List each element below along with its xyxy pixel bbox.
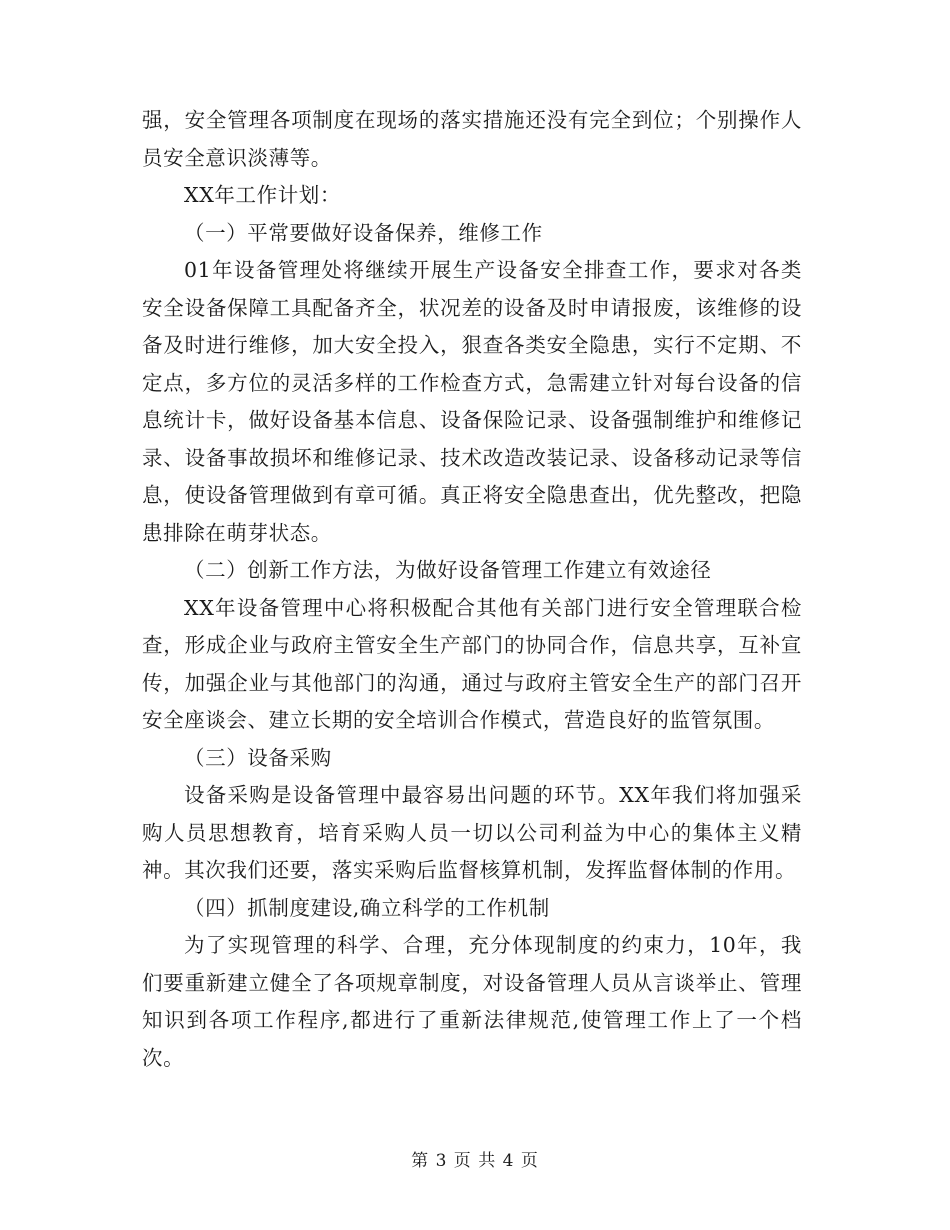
document-page xyxy=(142,102,802,1077)
section-body-4: 为了实现管理的科学、合理，充分体现制度的约束力，10年，我们要重新建立健全了各项规章制度，对设备管理人员从言谈举止、管理知识到各项工作程序,都进行了重新法律规范,使管理工作上了一个档次。 xyxy=(142,933,802,1070)
section-body-2: XX年设备管理中心将积极配合其他有关部门进行安全管理联合检查，形成企业与政府主管安全生产部门的协同合作，信息共享，互补宣传，加强企业与其他部门的沟通，通过与政府主管安全生产的部门召开安全座谈会、建立长期的安全培训合作模式，营造良好的监管氛围。 xyxy=(142,595,802,732)
work-plan-heading: XX年工作计划： xyxy=(184,183,341,207)
section-heading-3: （三）设备采购 xyxy=(184,745,332,770)
section-heading-2: （二）创新工作方法，为做好设备管理工作建立有效途径 xyxy=(184,558,712,582)
section-body-1: 01年设备管理处将继续开展生产设备安全排查工作，要求对各类安全设备保障工具配备齐全，状况差的设备及时申请报废，该维修的设备及时进行维修，加大安全投入，狠查各类安全隐患，实行不定期、不定点，多方位的灵活多样的工作检查方式，急需建立针对每台设备的信息统计卡，做好设备基本信息、设备保险记录、设备强制维护和维修记录、设备事故损坏和维修记录、技术改造改装记录、设备移动记录等信息，使设备管理做到有章可循。真正将安全隐患查出，优先整改，把隐患排除在萌芽状态。 xyxy=(142,258,802,545)
paragraph-continuation: 强，安全管理各项制度在现场的落实措施还没有完全到位；个别操作人员安全意识淡薄等。 xyxy=(142,108,802,170)
section-body-3: 设备采购是设备管理中最容易出问题的环节。XX年我们将加强采购人员思想教育，培育采购人员一切以公司利益为中心的集体主义精神。其次我们还要，落实采购后监督核算机制，发挥监督体制的作用。 xyxy=(142,783,802,882)
section-heading-4: （四）抓制度建设,确立科学的工作机制 xyxy=(184,895,550,920)
page-number-footer: 第 3 页 共 4 页 xyxy=(411,1151,539,1171)
section-heading-1: （一）平常要做好设备保养，维修工作 xyxy=(184,220,543,245)
